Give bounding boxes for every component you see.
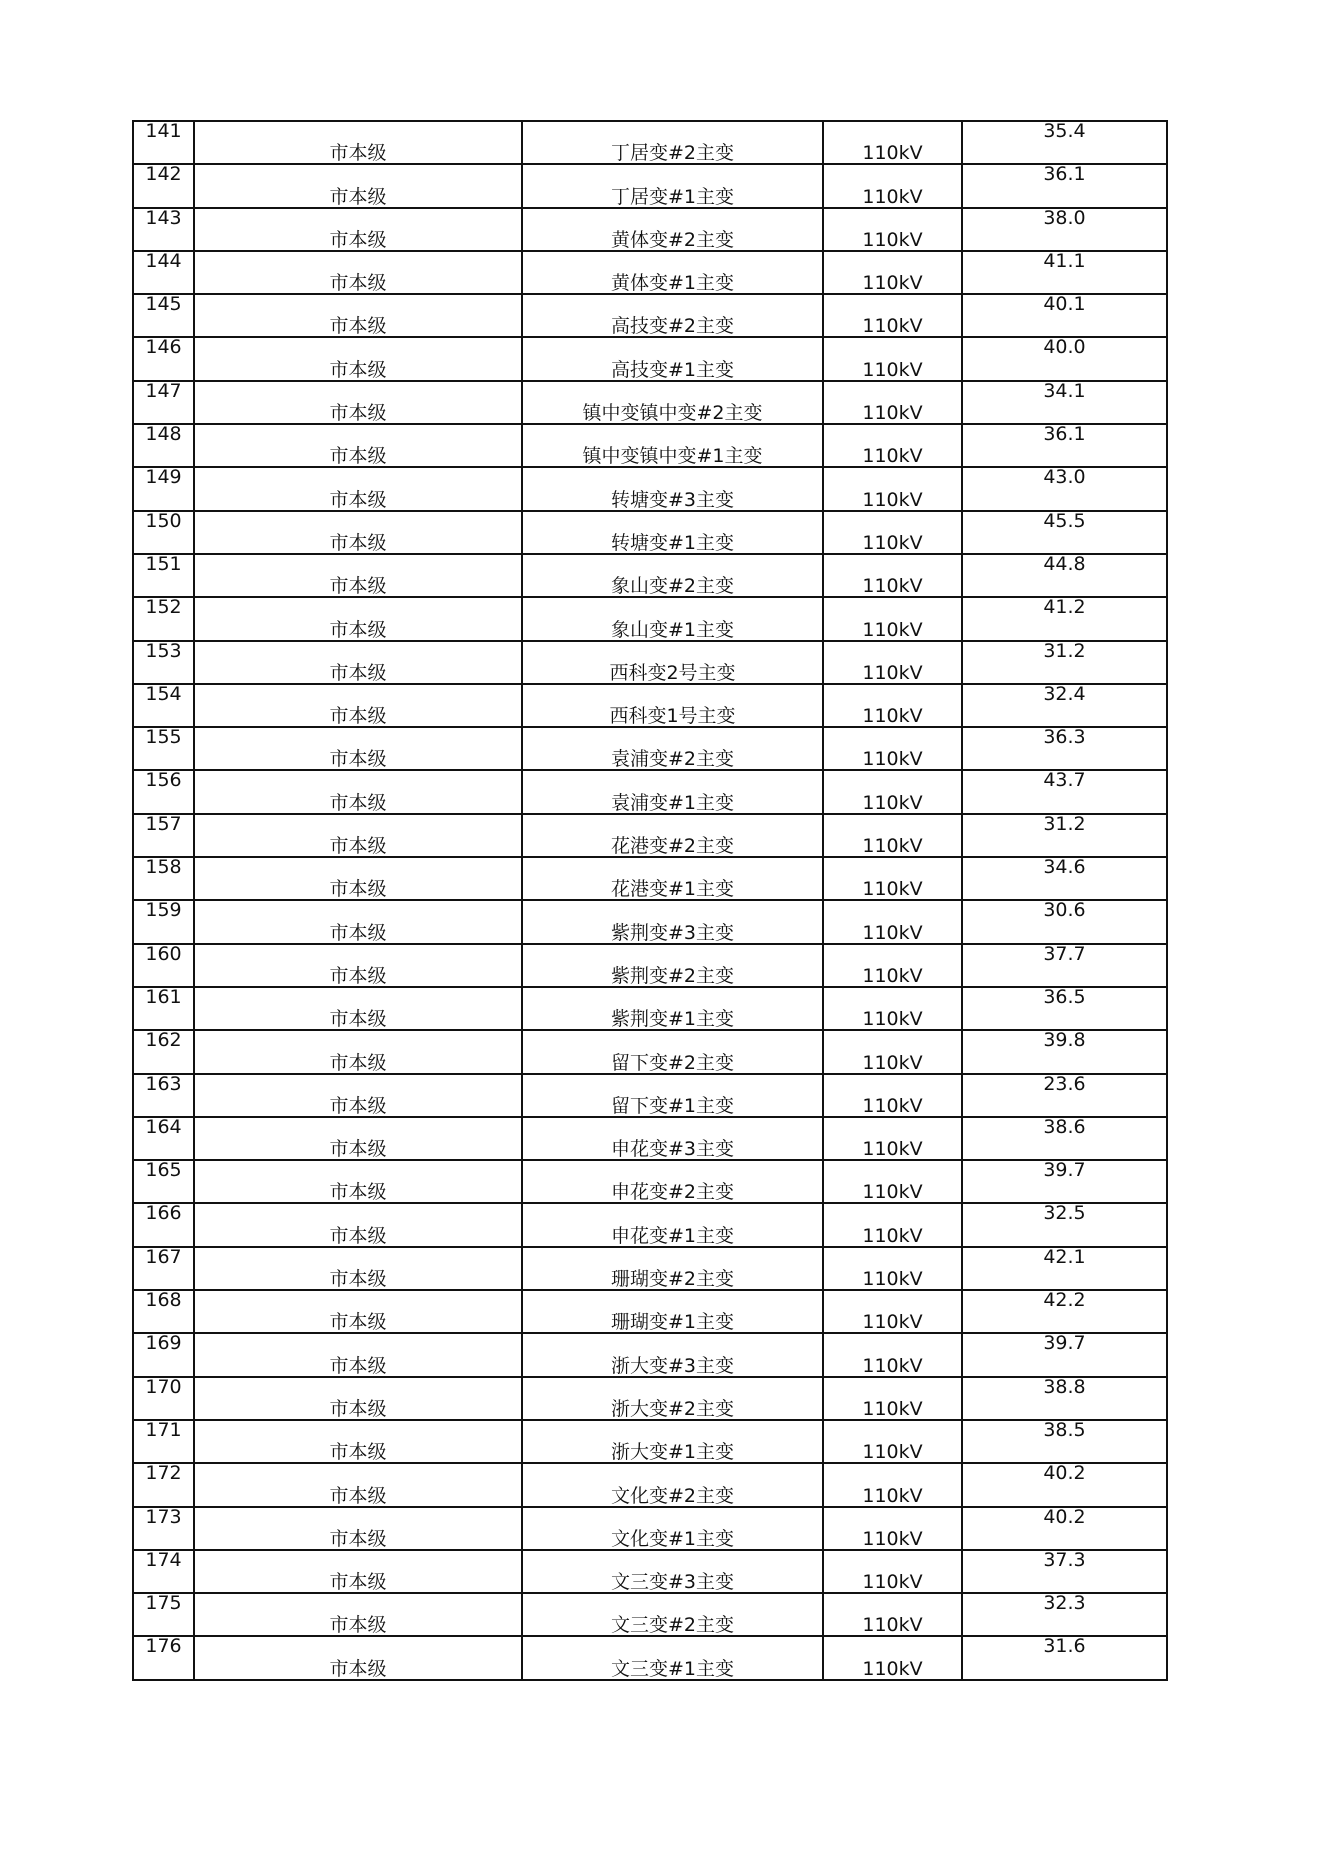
table-row	[133, 1074, 1167, 1117]
admin-level-cell: 市本级	[194, 424, 522, 467]
table-row	[133, 1290, 1167, 1333]
load-value-cell: 38.0	[962, 208, 1167, 251]
load-value-cell: 32.4	[962, 684, 1167, 727]
table-row	[133, 987, 1167, 1030]
voltage-level-cell: 110kV	[823, 900, 962, 943]
load-value-cell: 43.0	[962, 467, 1167, 510]
transformer-name-cell: 紫荆变#3主变	[522, 900, 823, 943]
row-number-cell: 160	[133, 944, 194, 987]
load-value-cell: 41.2	[962, 597, 1167, 640]
transformer-name-cell: 转塘变#1主变	[522, 511, 823, 554]
transformer-name-cell: 留下变#2主变	[522, 1030, 823, 1073]
load-value-cell: 34.1	[962, 381, 1167, 424]
table-row	[133, 554, 1167, 597]
load-value-cell: 42.1	[962, 1247, 1167, 1290]
transformer-name-cell: 黄体变#2主变	[522, 208, 823, 251]
table-row	[133, 900, 1167, 943]
row-number-cell: 142	[133, 164, 194, 207]
load-value-cell: 36.1	[962, 424, 1167, 467]
load-value-cell: 31.2	[962, 814, 1167, 857]
load-value-cell: 41.1	[962, 251, 1167, 294]
admin-level-cell: 市本级	[194, 208, 522, 251]
voltage-level-cell: 110kV	[823, 1593, 962, 1636]
admin-level-cell: 市本级	[194, 251, 522, 294]
load-value-cell: 40.2	[962, 1463, 1167, 1506]
load-value-cell: 39.7	[962, 1160, 1167, 1203]
admin-level-cell: 市本级	[194, 1030, 522, 1073]
admin-level-cell: 市本级	[194, 1333, 522, 1376]
transformer-name-cell: 象山变#1主变	[522, 597, 823, 640]
table-row	[133, 1333, 1167, 1376]
voltage-level-cell: 110kV	[823, 814, 962, 857]
transformer-name-cell: 文化变#2主变	[522, 1463, 823, 1506]
voltage-level-cell: 110kV	[823, 641, 962, 684]
row-number-cell: 169	[133, 1333, 194, 1376]
row-number-cell: 171	[133, 1420, 194, 1463]
voltage-level-cell: 110kV	[823, 251, 962, 294]
voltage-level-cell: 110kV	[823, 381, 962, 424]
table-row	[133, 208, 1167, 251]
row-number-cell: 146	[133, 337, 194, 380]
load-value-cell: 40.2	[962, 1507, 1167, 1550]
load-value-cell: 35.4	[962, 121, 1167, 164]
table-row	[133, 1636, 1167, 1679]
row-number-cell: 143	[133, 208, 194, 251]
table-row	[133, 251, 1167, 294]
admin-level-cell: 市本级	[194, 511, 522, 554]
row-number-cell: 158	[133, 857, 194, 900]
load-value-cell: 40.1	[962, 294, 1167, 337]
row-number-cell: 173	[133, 1507, 194, 1550]
admin-level-cell: 市本级	[194, 1290, 522, 1333]
load-value-cell: 38.6	[962, 1117, 1167, 1160]
row-number-cell: 149	[133, 467, 194, 510]
voltage-level-cell: 110kV	[823, 1203, 962, 1246]
voltage-level-cell: 110kV	[823, 944, 962, 987]
transformer-name-cell: 袁浦变#1主变	[522, 770, 823, 813]
voltage-level-cell: 110kV	[823, 1247, 962, 1290]
row-number-cell: 155	[133, 727, 194, 770]
load-value-cell: 39.7	[962, 1333, 1167, 1376]
table-row	[133, 381, 1167, 424]
admin-level-cell: 市本级	[194, 1550, 522, 1593]
admin-level-cell: 市本级	[194, 727, 522, 770]
row-number-cell: 170	[133, 1377, 194, 1420]
admin-level-cell: 市本级	[194, 381, 522, 424]
voltage-level-cell: 110kV	[823, 511, 962, 554]
row-number-cell: 161	[133, 987, 194, 1030]
voltage-level-cell: 110kV	[823, 554, 962, 597]
row-number-cell: 175	[133, 1593, 194, 1636]
admin-level-cell: 市本级	[194, 1074, 522, 1117]
admin-level-cell: 市本级	[194, 1160, 522, 1203]
transformer-name-cell: 珊瑚变#1主变	[522, 1290, 823, 1333]
table-row	[133, 597, 1167, 640]
transformer-name-cell: 浙大变#1主变	[522, 1420, 823, 1463]
table-row	[133, 424, 1167, 467]
load-value-cell: 31.6	[962, 1636, 1167, 1679]
load-value-cell: 45.5	[962, 511, 1167, 554]
transformer-name-cell: 西科变2号主变	[522, 641, 823, 684]
row-number-cell: 168	[133, 1290, 194, 1333]
row-number-cell: 145	[133, 294, 194, 337]
transformer-name-cell: 高技变#2主变	[522, 294, 823, 337]
row-number-cell: 156	[133, 770, 194, 813]
table-row	[133, 944, 1167, 987]
admin-level-cell: 市本级	[194, 294, 522, 337]
transformer-name-cell: 高技变#1主变	[522, 337, 823, 380]
load-value-cell: 42.2	[962, 1290, 1167, 1333]
transformer-name-cell: 袁浦变#2主变	[522, 727, 823, 770]
transformer-name-cell: 文三变#3主变	[522, 1550, 823, 1593]
voltage-level-cell: 110kV	[823, 1420, 962, 1463]
row-number-cell: 163	[133, 1074, 194, 1117]
admin-level-cell: 市本级	[194, 857, 522, 900]
voltage-level-cell: 110kV	[823, 1290, 962, 1333]
admin-level-cell: 市本级	[194, 1507, 522, 1550]
admin-level-cell: 市本级	[194, 1463, 522, 1506]
admin-level-cell: 市本级	[194, 121, 522, 164]
row-number-cell: 166	[133, 1203, 194, 1246]
voltage-level-cell: 110kV	[823, 424, 962, 467]
table-row	[133, 294, 1167, 337]
load-value-cell: 40.0	[962, 337, 1167, 380]
voltage-level-cell: 110kV	[823, 857, 962, 900]
voltage-level-cell: 110kV	[823, 208, 962, 251]
admin-level-cell: 市本级	[194, 1420, 522, 1463]
table-row	[133, 1507, 1167, 1550]
voltage-level-cell: 110kV	[823, 164, 962, 207]
admin-level-cell: 市本级	[194, 1203, 522, 1246]
transformer-name-cell: 紫荆变#1主变	[522, 987, 823, 1030]
transformer-name-cell: 文化变#1主变	[522, 1507, 823, 1550]
voltage-level-cell: 110kV	[823, 337, 962, 380]
voltage-level-cell: 110kV	[823, 1636, 962, 1679]
admin-level-cell: 市本级	[194, 597, 522, 640]
load-value-cell: 38.8	[962, 1377, 1167, 1420]
table-row	[133, 727, 1167, 770]
voltage-level-cell: 110kV	[823, 467, 962, 510]
admin-level-cell: 市本级	[194, 641, 522, 684]
row-number-cell: 144	[133, 251, 194, 294]
transformer-name-cell: 文三变#1主变	[522, 1636, 823, 1679]
load-value-cell: 32.3	[962, 1593, 1167, 1636]
load-value-cell: 43.7	[962, 770, 1167, 813]
transformer-name-cell: 花港变#2主变	[522, 814, 823, 857]
table-row	[133, 770, 1167, 813]
table-row	[133, 641, 1167, 684]
row-number-cell: 154	[133, 684, 194, 727]
voltage-level-cell: 110kV	[823, 1333, 962, 1376]
admin-level-cell: 市本级	[194, 944, 522, 987]
admin-level-cell: 市本级	[194, 814, 522, 857]
voltage-level-cell: 110kV	[823, 727, 962, 770]
row-number-cell: 148	[133, 424, 194, 467]
load-value-cell: 38.5	[962, 1420, 1167, 1463]
load-value-cell: 31.2	[962, 641, 1167, 684]
transformer-name-cell: 浙大变#3主变	[522, 1333, 823, 1376]
voltage-level-cell: 110kV	[823, 1117, 962, 1160]
transformer-name-cell: 文三变#2主变	[522, 1593, 823, 1636]
table-row	[133, 814, 1167, 857]
admin-level-cell: 市本级	[194, 987, 522, 1030]
row-number-cell: 141	[133, 121, 194, 164]
row-number-cell: 147	[133, 381, 194, 424]
transformer-name-cell: 丁居变#2主变	[522, 121, 823, 164]
load-value-cell: 44.8	[962, 554, 1167, 597]
load-value-cell: 36.5	[962, 987, 1167, 1030]
table-row	[133, 1463, 1167, 1506]
transformer-name-cell: 紫荆变#2主变	[522, 944, 823, 987]
transformer-name-cell: 黄体变#1主变	[522, 251, 823, 294]
transformer-name-cell: 珊瑚变#2主变	[522, 1247, 823, 1290]
transformer-name-cell: 镇中变镇中变#2主变	[522, 381, 823, 424]
table-row	[133, 857, 1167, 900]
table-row	[133, 1117, 1167, 1160]
load-value-cell: 23.6	[962, 1074, 1167, 1117]
row-number-cell: 164	[133, 1117, 194, 1160]
voltage-level-cell: 110kV	[823, 684, 962, 727]
table-row	[133, 467, 1167, 510]
row-number-cell: 162	[133, 1030, 194, 1073]
admin-level-cell: 市本级	[194, 1593, 522, 1636]
voltage-level-cell: 110kV	[823, 987, 962, 1030]
table-row	[133, 684, 1167, 727]
admin-level-cell: 市本级	[194, 770, 522, 813]
voltage-level-cell: 110kV	[823, 294, 962, 337]
admin-level-cell: 市本级	[194, 1636, 522, 1679]
table-row	[133, 1550, 1167, 1593]
transformer-name-cell: 丁居变#1主变	[522, 164, 823, 207]
voltage-level-cell: 110kV	[823, 1030, 962, 1073]
voltage-level-cell: 110kV	[823, 1074, 962, 1117]
table-row	[133, 121, 1167, 164]
admin-level-cell: 市本级	[194, 1117, 522, 1160]
admin-level-cell: 市本级	[194, 164, 522, 207]
table-body	[133, 121, 1167, 1680]
row-number-cell: 167	[133, 1247, 194, 1290]
row-number-cell: 159	[133, 900, 194, 943]
voltage-level-cell: 110kV	[823, 770, 962, 813]
admin-level-cell: 市本级	[194, 1377, 522, 1420]
transformer-name-cell: 申花变#2主变	[522, 1160, 823, 1203]
table-row	[133, 1030, 1167, 1073]
voltage-level-cell: 110kV	[823, 1507, 962, 1550]
row-number-cell: 165	[133, 1160, 194, 1203]
voltage-level-cell: 110kV	[823, 1377, 962, 1420]
transformer-load-table	[132, 120, 1168, 1681]
row-number-cell: 176	[133, 1636, 194, 1679]
load-value-cell: 39.8	[962, 1030, 1167, 1073]
voltage-level-cell: 110kV	[823, 1463, 962, 1506]
transformer-name-cell: 象山变#2主变	[522, 554, 823, 597]
admin-level-cell: 市本级	[194, 467, 522, 510]
row-number-cell: 157	[133, 814, 194, 857]
transformer-name-cell: 浙大变#2主变	[522, 1377, 823, 1420]
row-number-cell: 152	[133, 597, 194, 640]
table-row	[133, 1247, 1167, 1290]
transformer-name-cell: 花港变#1主变	[522, 857, 823, 900]
load-value-cell: 37.7	[962, 944, 1167, 987]
table-row	[133, 511, 1167, 554]
load-value-cell: 37.3	[962, 1550, 1167, 1593]
voltage-level-cell: 110kV	[823, 121, 962, 164]
load-value-cell: 36.1	[962, 164, 1167, 207]
transformer-name-cell: 申花变#3主变	[522, 1117, 823, 1160]
transformer-name-cell: 留下变#1主变	[522, 1074, 823, 1117]
admin-level-cell: 市本级	[194, 337, 522, 380]
transformer-name-cell: 转塘变#3主变	[522, 467, 823, 510]
admin-level-cell: 市本级	[194, 684, 522, 727]
voltage-level-cell: 110kV	[823, 1160, 962, 1203]
load-value-cell: 34.6	[962, 857, 1167, 900]
row-number-cell: 150	[133, 511, 194, 554]
table-row	[133, 1593, 1167, 1636]
load-value-cell: 36.3	[962, 727, 1167, 770]
transformer-name-cell: 镇中变镇中变#1主变	[522, 424, 823, 467]
admin-level-cell: 市本级	[194, 554, 522, 597]
table-row	[133, 337, 1167, 380]
table-row	[133, 164, 1167, 207]
admin-level-cell: 市本级	[194, 1247, 522, 1290]
table-row	[133, 1377, 1167, 1420]
table-row	[133, 1160, 1167, 1203]
transformer-name-cell: 申花变#1主变	[522, 1203, 823, 1246]
load-value-cell: 32.5	[962, 1203, 1167, 1246]
row-number-cell: 172	[133, 1463, 194, 1506]
row-number-cell: 151	[133, 554, 194, 597]
admin-level-cell: 市本级	[194, 900, 522, 943]
transformer-name-cell: 西科变1号主变	[522, 684, 823, 727]
table-row	[133, 1203, 1167, 1246]
voltage-level-cell: 110kV	[823, 1550, 962, 1593]
row-number-cell: 153	[133, 641, 194, 684]
table-row	[133, 1420, 1167, 1463]
row-number-cell: 174	[133, 1550, 194, 1593]
voltage-level-cell: 110kV	[823, 597, 962, 640]
load-value-cell: 30.6	[962, 900, 1167, 943]
